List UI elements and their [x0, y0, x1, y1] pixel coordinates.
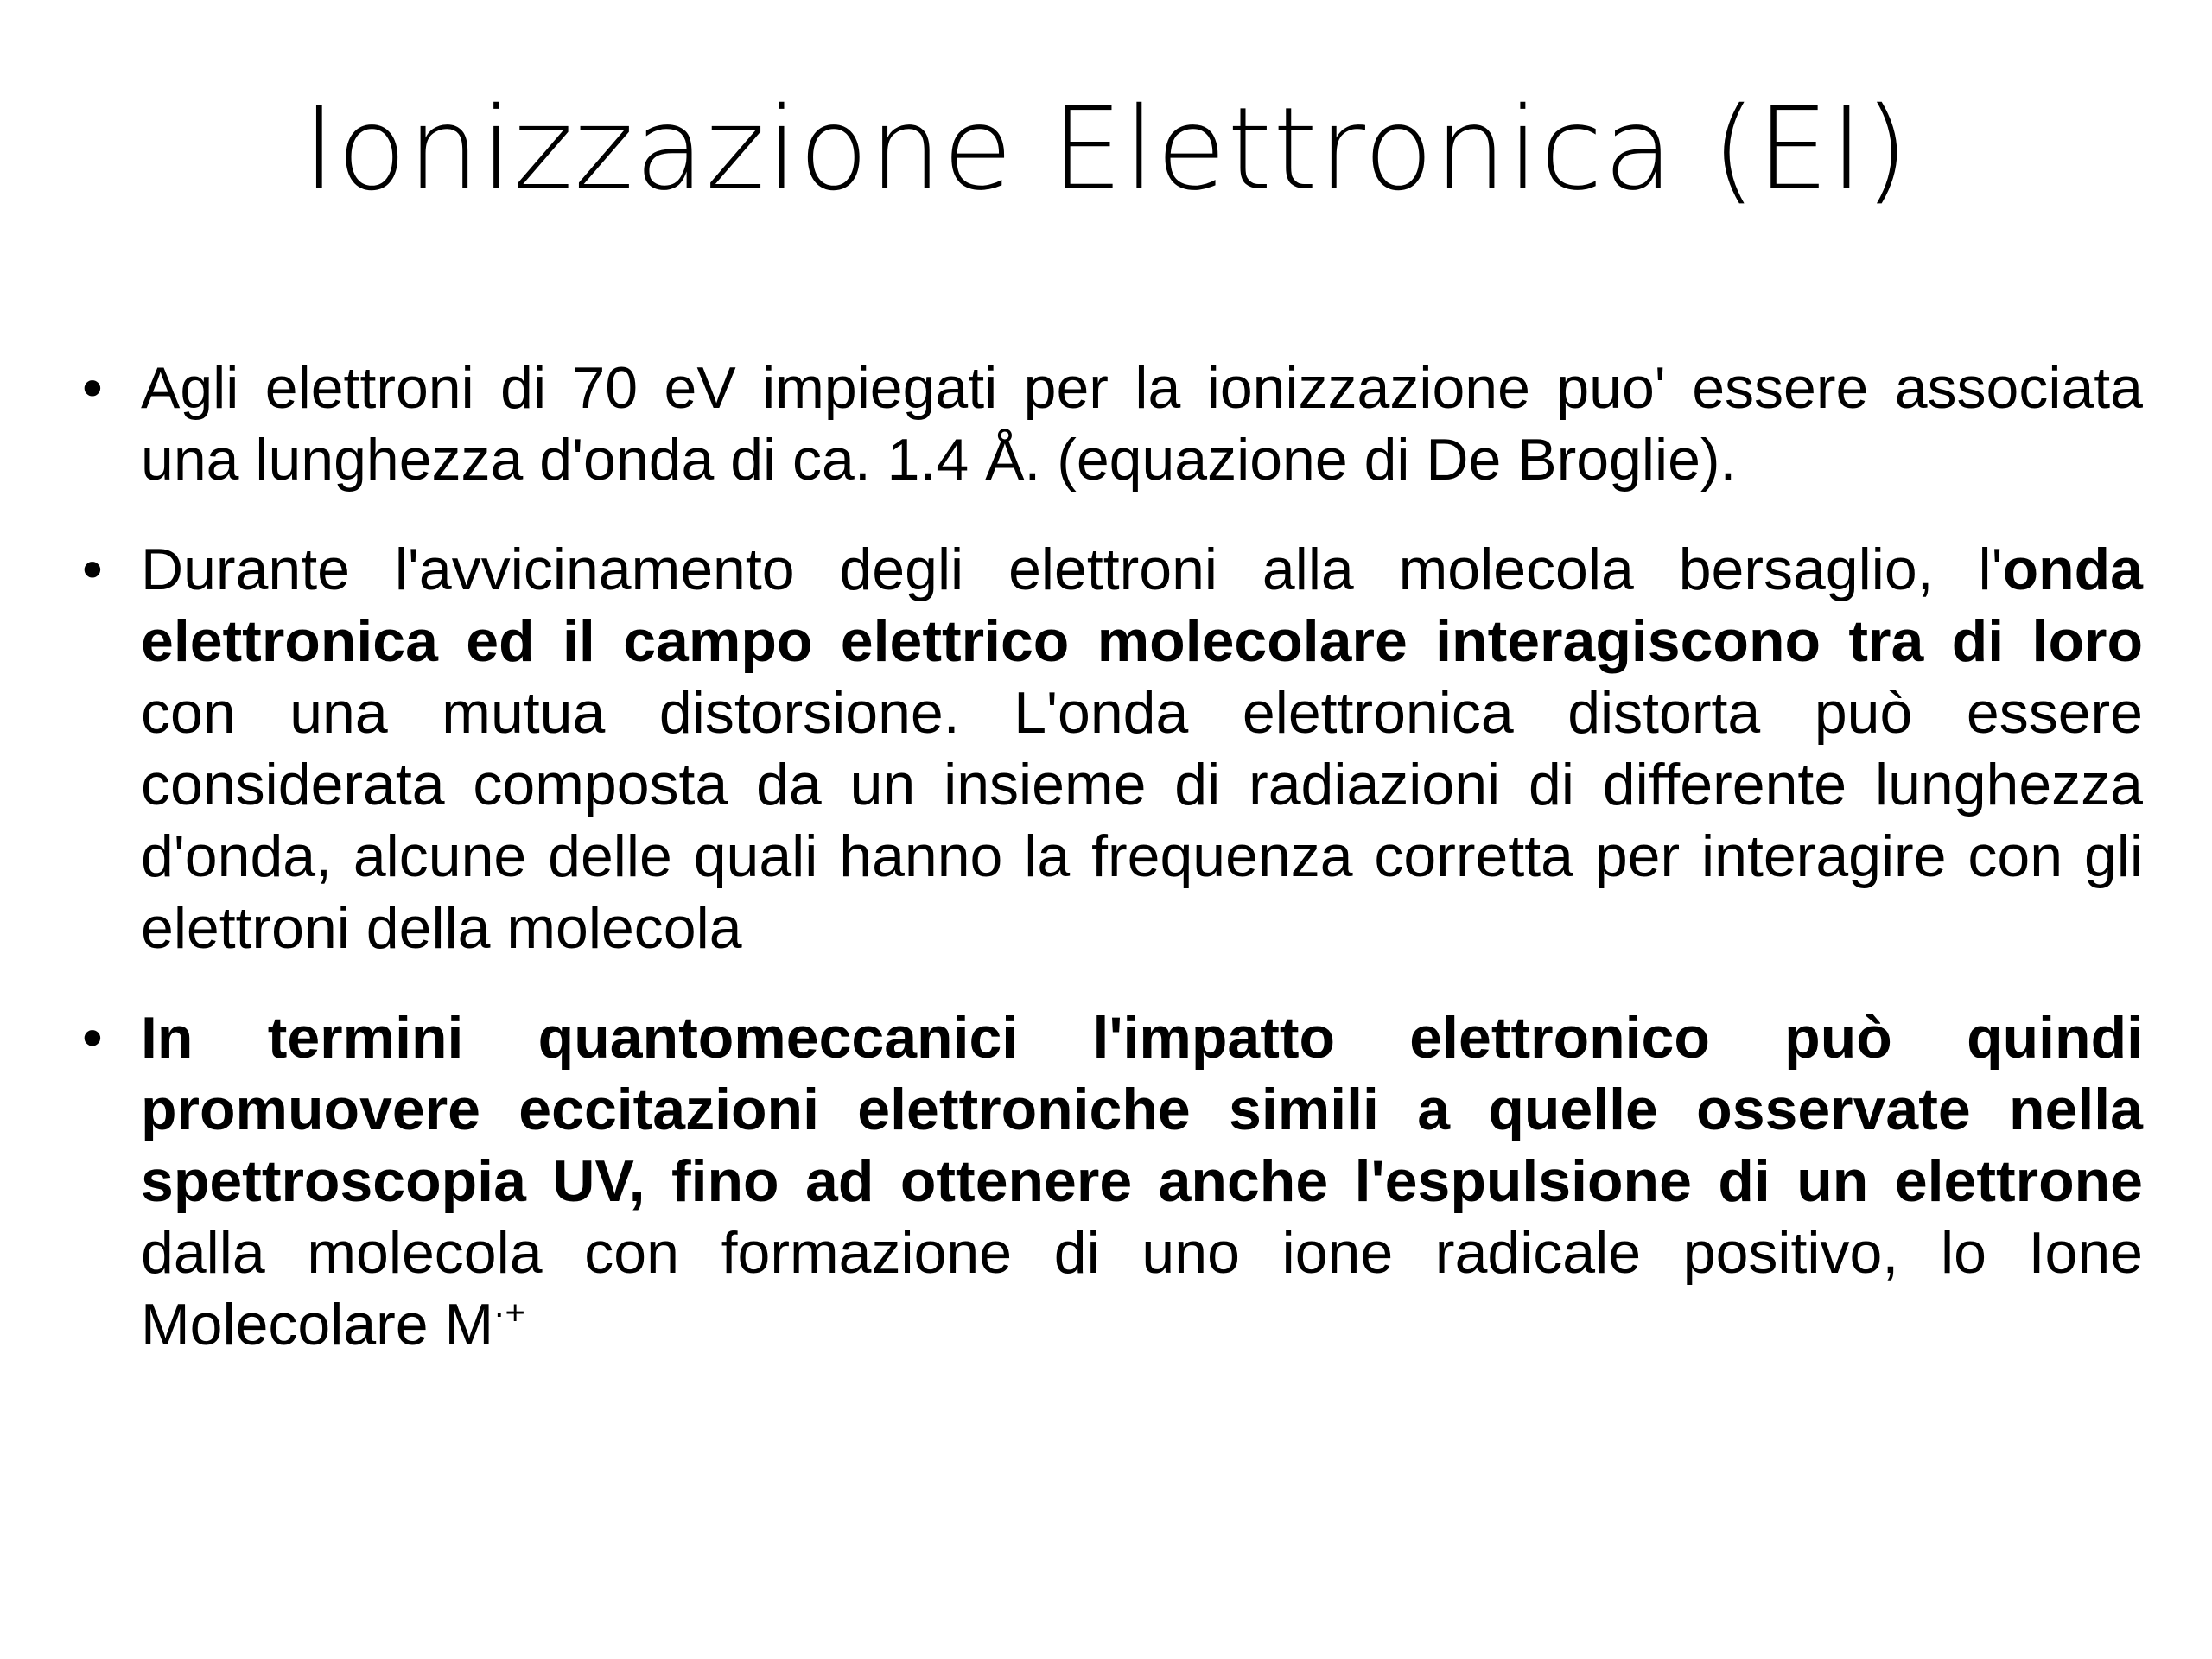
bullet-item [82, 534, 2143, 964]
bullet-text: dalla molecola con formazione di uno ione radicale positivo, lo Ione Molecolare M [141, 1220, 2143, 1357]
bullet-text-bold: onda elettronica ed il campo elettrico molecolare interagiscono tra di loro [141, 537, 2143, 674]
bullet-text: Agli elettroni di 70 eV impiegati per la ionizzazione puo' essere associata una lunghezza d'onda di ca. 1.4 Å. (equazione di De Broglie). [141, 355, 2143, 493]
bullet-marker: • [82, 355, 103, 421]
bullet-text: Durante l'avvicinamento degli elettroni alla molecola bersaglio, l' [141, 537, 2003, 602]
bullet-item [82, 353, 2143, 496]
bullet-text: con una mutua distorsione. L'onda elettronica distorta può essere considerata composta da un insieme di radiazioni di differente lunghezza d'onda, alcune delle quali hanno la frequenza corretta per interagire con gli elettroni della molecola [141, 680, 2143, 961]
bullet-marker: • [82, 1005, 103, 1071]
bullet-text-bold: In termini quantomeccanici l'impatto elettronico può quindi promuovere eccitazioni elettroniche simili a quelle osservate nella spettroscopia UV, fino ad ottenere anche l'espulsione di un elettrone [141, 1005, 2143, 1214]
radical-cation-superscript: ·+ [493, 1294, 525, 1332]
slide-title: Ionizzazione Elettronica (EI) [302, 83, 1910, 216]
bullet-marker: • [82, 537, 103, 602]
bullet-list [82, 353, 2143, 1399]
bullet-item [82, 1002, 2143, 1361]
